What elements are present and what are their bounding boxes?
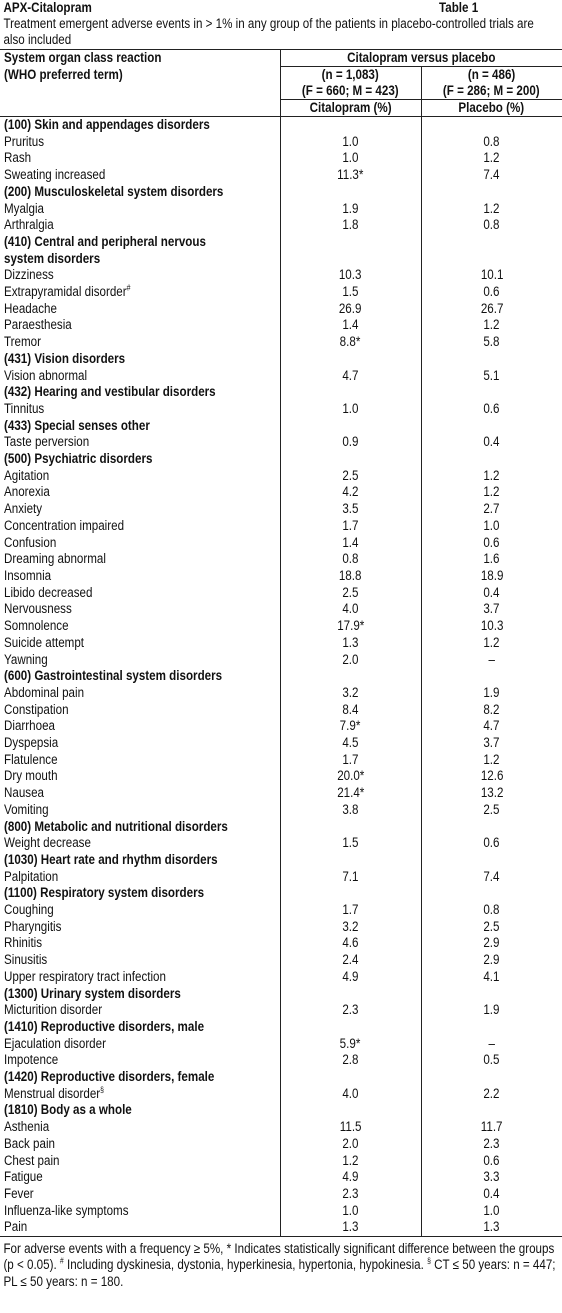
table-row <box>0 201 562 218</box>
citalopram-value: 1.7 <box>280 752 421 769</box>
reaction-label: Abdominal pain <box>4 684 85 700</box>
category-row <box>0 184 562 201</box>
citalopram-value: 20.0* <box>280 768 421 785</box>
footnote-marker: § <box>100 1085 104 1095</box>
placebo-value: 2.9 <box>421 935 562 952</box>
placebo-value: 5.1 <box>421 368 562 385</box>
reaction-label: Dreaming abnormal <box>4 551 106 567</box>
placebo-value: 4.1 <box>421 969 562 986</box>
placebo-value: 3.7 <box>421 601 562 618</box>
placebo-value: 0.4 <box>421 1186 562 1203</box>
reaction-label: Asthenia <box>4 1119 50 1135</box>
placebo-value: 0.6 <box>421 284 562 301</box>
table-row <box>0 785 562 802</box>
table-row <box>0 768 562 785</box>
table-row <box>0 685 562 702</box>
citalopram-value: 1.5 <box>280 284 421 301</box>
reaction-label: Fever <box>4 1186 34 1201</box>
citalopram-value: 4.5 <box>280 735 421 752</box>
placebo-value: 0.6 <box>421 535 562 552</box>
placebo-value: 12.6 <box>421 768 562 785</box>
reaction-label: Taste perversion <box>4 434 90 450</box>
table-row <box>0 902 562 919</box>
placebo-value: 1.2 <box>421 150 562 167</box>
table-row <box>0 267 562 284</box>
citalopram-value: 1.4 <box>280 535 421 552</box>
table-row <box>0 835 562 852</box>
reaction-label: Dizziness <box>4 267 54 283</box>
category-label: (431) Vision disorders <box>4 350 126 366</box>
table-row <box>0 551 562 568</box>
citalopram-value: 1.2 <box>280 1153 421 1170</box>
reaction-label: Somnolence <box>4 618 69 634</box>
reaction-label: Insomnia <box>4 567 52 583</box>
placebo-value: 7.4 <box>421 167 562 184</box>
table-row <box>0 468 562 485</box>
reaction-label: Ejaculation disorder <box>4 1035 106 1051</box>
category-row <box>0 351 562 368</box>
reaction-label: Fatigue <box>4 1169 43 1185</box>
reaction-label: Vision abnormal <box>4 367 88 383</box>
placebo-value: 1.9 <box>421 1002 562 1019</box>
reaction-label: Paraesthesia <box>4 317 72 333</box>
table-row <box>0 217 562 234</box>
citalopram-value: 1.0 <box>280 150 421 167</box>
table-row <box>0 1203 562 1220</box>
placebo-value: 0.5 <box>421 1052 562 1069</box>
placebo-value: 0.6 <box>421 401 562 418</box>
placebo-value: 2.9 <box>421 952 562 969</box>
table-row <box>0 802 562 819</box>
reaction-label: Nausea <box>4 785 45 801</box>
reaction-label: Constipation <box>4 701 69 717</box>
table-caption: Treatment emergent adverse events in > 1% in any group of the patients in placebo-controlled trials are also included <box>3 16 534 47</box>
placebo-value: 26.7 <box>421 301 562 318</box>
reaction-label: Vomiting <box>4 801 49 817</box>
citalopram-column-label: Citalopram (%) <box>280 100 421 117</box>
placebo-value: 18.9 <box>421 568 562 585</box>
table-row <box>0 535 562 552</box>
placebo-value: 0.8 <box>421 902 562 919</box>
reaction-label: Weight decrease <box>4 835 91 851</box>
reaction-label: Pruritus <box>4 133 45 149</box>
col1-header-line1: System organ class reaction <box>0 50 280 67</box>
category-label: (1300) Urinary system disorders <box>4 985 181 1001</box>
citalopram-value: 5.9* <box>280 1036 421 1053</box>
citalopram-value: 2.5 <box>280 468 421 485</box>
placebo-value: 2.5 <box>421 802 562 819</box>
reaction-label: Anorexia <box>4 484 50 500</box>
citalopram-value: 18.8 <box>280 568 421 585</box>
placebo-value: 3.7 <box>421 735 562 752</box>
citalopram-value: 4.0 <box>280 1086 421 1103</box>
reaction-label: Extrapyramidal disorder# <box>4 283 131 300</box>
citalopram-value: 1.0 <box>280 1203 421 1220</box>
table-row <box>0 150 562 167</box>
citalopram-value: 11.5 <box>280 1119 421 1136</box>
placebo-value: 2.3 <box>421 1136 562 1153</box>
reaction-label: Dry mouth <box>4 768 58 784</box>
reaction-label: Arthralgia <box>4 217 54 233</box>
reaction-label: Nervousness <box>4 601 72 617</box>
reaction-label: Yawning <box>4 651 48 667</box>
citalopram-value: 0.9 <box>280 434 421 451</box>
table-row <box>0 1169 562 1186</box>
reaction-label: Sweating increased <box>4 167 106 183</box>
reaction-label: Flatulence <box>4 751 58 767</box>
placebo-value: 1.2 <box>421 484 562 501</box>
citalopram-value: 4.9 <box>280 969 421 986</box>
citalopram-value: 1.5 <box>280 835 421 852</box>
table-row <box>0 1086 562 1103</box>
citalopram-value: 7.9* <box>280 718 421 735</box>
table-row <box>0 601 562 618</box>
reaction-label: Rash <box>4 150 32 166</box>
placebo-value: 0.4 <box>421 585 562 602</box>
table-row <box>0 1153 562 1170</box>
placebo-value: – <box>421 652 562 669</box>
table-row <box>0 1186 562 1203</box>
table-header <box>0 0 562 16</box>
table-row <box>0 618 562 635</box>
col1-header-line2: (WHO preferred term) <box>4 66 123 82</box>
reaction-label: Menstrual disorder§ <box>4 1085 104 1101</box>
citalopram-value: 1.3 <box>280 635 421 652</box>
citalopram-value: 1.7 <box>280 902 421 919</box>
citalopram-value: 2.0 <box>280 1136 421 1153</box>
placebo-value: 8.2 <box>421 702 562 719</box>
citalopram-value: 21.4* <box>280 785 421 802</box>
table-row <box>0 568 562 585</box>
citalopram-value: 1.8 <box>280 217 421 234</box>
category-row <box>0 117 562 134</box>
placebo-value: 3.3 <box>421 1169 562 1186</box>
document-title: APX-Citalopram <box>3 0 92 15</box>
citalopram-value: 1.0 <box>280 134 421 151</box>
placebo-value: 1.2 <box>421 635 562 652</box>
category-row <box>0 234 562 251</box>
citalopram-value: 2.0 <box>280 652 421 669</box>
table-row <box>0 952 562 969</box>
placebo-column-label: Placebo (%) <box>421 100 562 117</box>
citalopram-value: 1.9 <box>280 201 421 218</box>
citalopram-value: 3.2 <box>280 685 421 702</box>
category-row <box>0 418 562 435</box>
category-label: (1410) Reproductive disorders, male <box>4 1018 205 1034</box>
table-row <box>0 1052 562 1069</box>
citalopram-value: 17.9* <box>280 618 421 635</box>
reaction-label: Concentration impaired <box>4 517 125 533</box>
citalopram-fm: (F = 660; M = 423) <box>280 83 421 100</box>
placebo-value: 10.3 <box>421 618 562 635</box>
reaction-label: Dyspepsia <box>4 735 59 751</box>
table-row <box>0 284 562 301</box>
footnote-marker: # <box>126 283 131 293</box>
placebo-value: 0.6 <box>421 835 562 852</box>
placebo-value: 7.4 <box>421 869 562 886</box>
category-label: (432) Hearing and vestibular disorders <box>4 384 216 400</box>
placebo-value: 1.2 <box>421 752 562 769</box>
table-row <box>0 935 562 952</box>
table-row <box>0 518 562 535</box>
category-row <box>0 885 562 902</box>
placebo-value: 10.1 <box>421 267 562 284</box>
category-row <box>0 1069 562 1086</box>
reaction-label: Pharyngitis <box>4 918 62 934</box>
category-row <box>0 451 562 468</box>
reaction-label: Upper respiratory tract infection <box>4 968 166 984</box>
reaction-label: Micturition disorder <box>4 1002 103 1018</box>
category-label: system disorders <box>4 250 101 266</box>
category-label: (1030) Heart rate and rhythm disorders <box>4 851 218 867</box>
reaction-label: Sinusitis <box>4 952 48 968</box>
placebo-value: 1.6 <box>421 551 562 568</box>
table-row <box>0 635 562 652</box>
table-row <box>0 301 562 318</box>
category-row <box>0 1102 562 1119</box>
category-row <box>0 251 562 268</box>
reaction-label: Headache <box>4 300 57 316</box>
table-row <box>0 969 562 986</box>
table-row <box>0 919 562 936</box>
citalopram-value: 8.4 <box>280 702 421 719</box>
placebo-value: 2.2 <box>421 1086 562 1103</box>
reaction-label: Tinnitus <box>4 400 45 416</box>
citalopram-value: 1.0 <box>280 401 421 418</box>
citalopram-value: 10.3 <box>280 267 421 284</box>
placebo-value: 0.6 <box>421 1153 562 1170</box>
table-row <box>0 484 562 501</box>
table-row <box>0 1219 562 1236</box>
reaction-label: Impotence <box>4 1052 59 1068</box>
category-row <box>0 986 562 1003</box>
table-row <box>0 718 562 735</box>
category-row <box>0 668 562 685</box>
table-footnote: For adverse events with a frequency ≥ 5%, * Indicates statistically significant difference between the groups (p < 0.05). # Including dyskinesia, dystonia, hyperkinesia, hypertonia, hypokinesia. § CT ≤ 50 years: n = 447; PL ≤ 50 years: n = 180. <box>3 1241 556 1289</box>
table-row <box>0 735 562 752</box>
category-label: (600) Gastrointestinal system disorders <box>4 668 223 684</box>
citalopram-n: (n = 1,083) <box>280 67 421 84</box>
category-label: (433) Special senses other <box>4 417 150 433</box>
table-row <box>0 652 562 669</box>
category-label: (200) Musculoskeletal system disorders <box>4 183 224 199</box>
placebo-value: – <box>421 1036 562 1053</box>
reaction-label: Chest pain <box>4 1152 60 1168</box>
citalopram-value: 4.9 <box>280 1169 421 1186</box>
table-row <box>0 1036 562 1053</box>
table-number: Table 1 <box>439 0 479 15</box>
reaction-label: Influenza-like symptoms <box>4 1202 129 1218</box>
citalopram-value: 8.8* <box>280 334 421 351</box>
citalopram-value: 1.3 <box>280 1219 421 1236</box>
adverse-events-table <box>0 49 562 1237</box>
citalopram-value: 1.4 <box>280 317 421 334</box>
placebo-value: 1.0 <box>421 1203 562 1220</box>
table-row <box>0 585 562 602</box>
category-label: (1100) Respiratory system disorders <box>4 885 205 901</box>
table-row <box>0 1136 562 1153</box>
table-row <box>0 434 562 451</box>
citalopram-value: 4.2 <box>280 484 421 501</box>
citalopram-value: 0.8 <box>280 551 421 568</box>
citalopram-value: 1.7 <box>280 518 421 535</box>
placebo-value: 11.7 <box>421 1119 562 1136</box>
table-body <box>0 117 562 1237</box>
reaction-label: Anxiety <box>4 501 43 517</box>
category-row <box>0 1019 562 1036</box>
citalopram-value: 3.5 <box>280 501 421 518</box>
category-label: (410) Central and peripheral nervous <box>4 233 206 249</box>
reaction-label: Palpitation <box>4 868 59 884</box>
placebo-value: 1.3 <box>421 1219 562 1236</box>
placebo-value: 1.2 <box>421 468 562 485</box>
reaction-label: Back pain <box>4 1135 55 1151</box>
citalopram-value: 2.3 <box>280 1002 421 1019</box>
reaction-label: Suicide attempt <box>4 634 85 650</box>
table-row <box>0 752 562 769</box>
reaction-label: Libido decreased <box>4 584 93 600</box>
reaction-label: Rhinitis <box>4 935 43 951</box>
category-label: (100) Skin and appendages disorders <box>0 117 280 134</box>
placebo-value: 2.5 <box>421 919 562 936</box>
table-row <box>0 368 562 385</box>
citalopram-value: 2.8 <box>280 1052 421 1069</box>
reaction-label: Myalgia <box>4 200 45 216</box>
table-row <box>0 1002 562 1019</box>
citalopram-value: 26.9 <box>280 301 421 318</box>
placebo-value: 0.4 <box>421 434 562 451</box>
placebo-value: 1.9 <box>421 685 562 702</box>
placebo-fm: (F = 286; M = 200) <box>421 83 562 100</box>
category-label: (1420) Reproductive disorders, female <box>4 1069 215 1085</box>
placebo-value: 13.2 <box>421 785 562 802</box>
placebo-value: 1.2 <box>421 201 562 218</box>
table-row <box>0 501 562 518</box>
reaction-label: Pain <box>0 1219 280 1236</box>
citalopram-value: 7.1 <box>280 869 421 886</box>
citalopram-value: 4.7 <box>280 368 421 385</box>
citalopram-value: 3.8 <box>280 802 421 819</box>
citalopram-value: 4.6 <box>280 935 421 952</box>
table-row <box>0 401 562 418</box>
reaction-label: Diarrhoea <box>4 718 55 734</box>
reaction-label: Coughing <box>4 902 54 918</box>
placebo-value: 2.7 <box>421 501 562 518</box>
table-row <box>0 317 562 334</box>
category-row <box>0 384 562 401</box>
placebo-value: 5.8 <box>421 334 562 351</box>
placebo-value: 1.2 <box>421 317 562 334</box>
table-row <box>0 134 562 151</box>
category-label: (1810) Body as a whole <box>4 1102 132 1118</box>
placebo-value: 4.7 <box>421 718 562 735</box>
category-row <box>0 819 562 836</box>
reaction-label: Tremor <box>4 334 41 350</box>
table-row <box>0 702 562 719</box>
group-header: Citalopram versus placebo <box>280 50 562 67</box>
placebo-value: 0.8 <box>421 134 562 151</box>
category-label: (800) Metabolic and nutritional disorders <box>4 818 228 834</box>
citalopram-value: 4.0 <box>280 601 421 618</box>
category-label: (500) Psychiatric disorders <box>4 451 153 467</box>
citalopram-value: 2.3 <box>280 1186 421 1203</box>
reaction-label: Confusion <box>4 534 57 550</box>
placebo-n: (n = 486) <box>421 67 562 84</box>
citalopram-value: 3.2 <box>280 919 421 936</box>
placebo-value: 1.0 <box>421 518 562 535</box>
table-row <box>0 167 562 184</box>
table-row <box>0 334 562 351</box>
placebo-value: 0.8 <box>421 217 562 234</box>
table-row <box>0 869 562 886</box>
reaction-label: Agitation <box>4 467 50 483</box>
citalopram-value: 2.5 <box>280 585 421 602</box>
category-row <box>0 852 562 869</box>
citalopram-value: 11.3* <box>280 167 421 184</box>
citalopram-value: 2.4 <box>280 952 421 969</box>
table-row <box>0 1119 562 1136</box>
